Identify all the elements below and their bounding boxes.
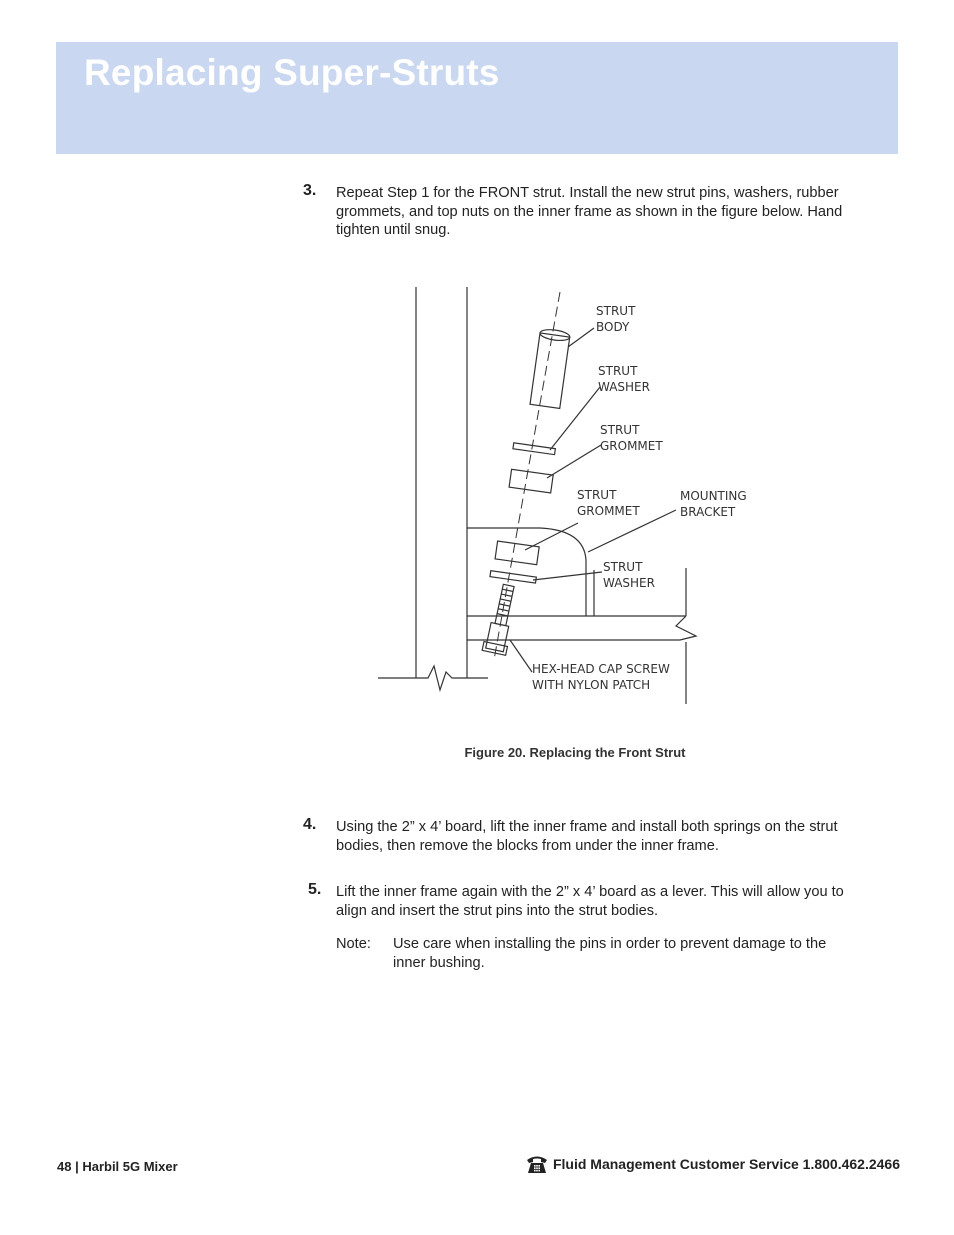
step-number: 3. <box>303 182 317 199</box>
footer-page-info: 48 | Harbil 5G Mixer <box>57 1159 178 1174</box>
label-strut-washer: WASHER <box>598 380 650 394</box>
label-strut-grommet: STRUT <box>577 488 617 502</box>
label-cap-screw: HEX-HEAD CAP SCREW <box>532 662 670 676</box>
footer-service-text: Fluid Management Customer Service 1.800.462.2466 <box>552 1156 900 1172</box>
strut-body-shape <box>530 328 570 408</box>
label-strut-body: BODY <box>596 320 630 334</box>
label-strut-washer: STRUT <box>598 364 638 378</box>
label-strut-body: STRUT <box>596 304 636 318</box>
label-strut-grommet: STRUT <box>600 423 640 437</box>
step-text: Lift the inner frame again with the 2” x 4’ board as a lever. This will allow you to align and insert the strut pins into the strut bodies. <box>336 884 844 919</box>
mounting-bracket-outline <box>540 528 586 616</box>
label-mounting-bracket: MOUNTING <box>680 489 747 503</box>
step-number: 5. <box>308 881 322 898</box>
page-title: Replacing Super-Struts <box>84 52 500 93</box>
step-text: Repeat Step 1 for the FRONT strut. Install the new strut pins, washers, rubber grommets, and top nuts on the inner frame as shown in the figure below. Hand tighten until snug. <box>336 185 843 238</box>
figure-front-strut <box>370 280 770 710</box>
footer-customer-service <box>525 1154 900 1174</box>
note-label: Note: <box>336 936 371 952</box>
label-strut-washer: STRUT <box>603 560 643 574</box>
step-number: 4. <box>303 816 317 833</box>
note-text: Use care when installing the pins in order to prevent damage to the inner bushing. <box>393 936 827 971</box>
label-cap-screw: WITH NYLON PATCH <box>532 678 651 692</box>
figure-caption: Figure 20. Replacing the Front Strut <box>464 745 686 760</box>
label-strut-grommet: GROMMET <box>600 439 663 453</box>
label-strut-grommet: GROMMET <box>577 504 640 518</box>
frame-break-left <box>378 666 488 690</box>
header-band <box>56 42 898 154</box>
strut-diagram <box>370 280 770 710</box>
label-strut-washer: WASHER <box>603 576 655 590</box>
phone-icon <box>525 1154 549 1174</box>
step-text: Using the 2” x 4’ board, lift the inner frame and install both springs on the strut bodies, then remove the blocks from under the inner frame. <box>336 819 838 854</box>
label-mounting-bracket: BRACKET <box>680 505 736 519</box>
